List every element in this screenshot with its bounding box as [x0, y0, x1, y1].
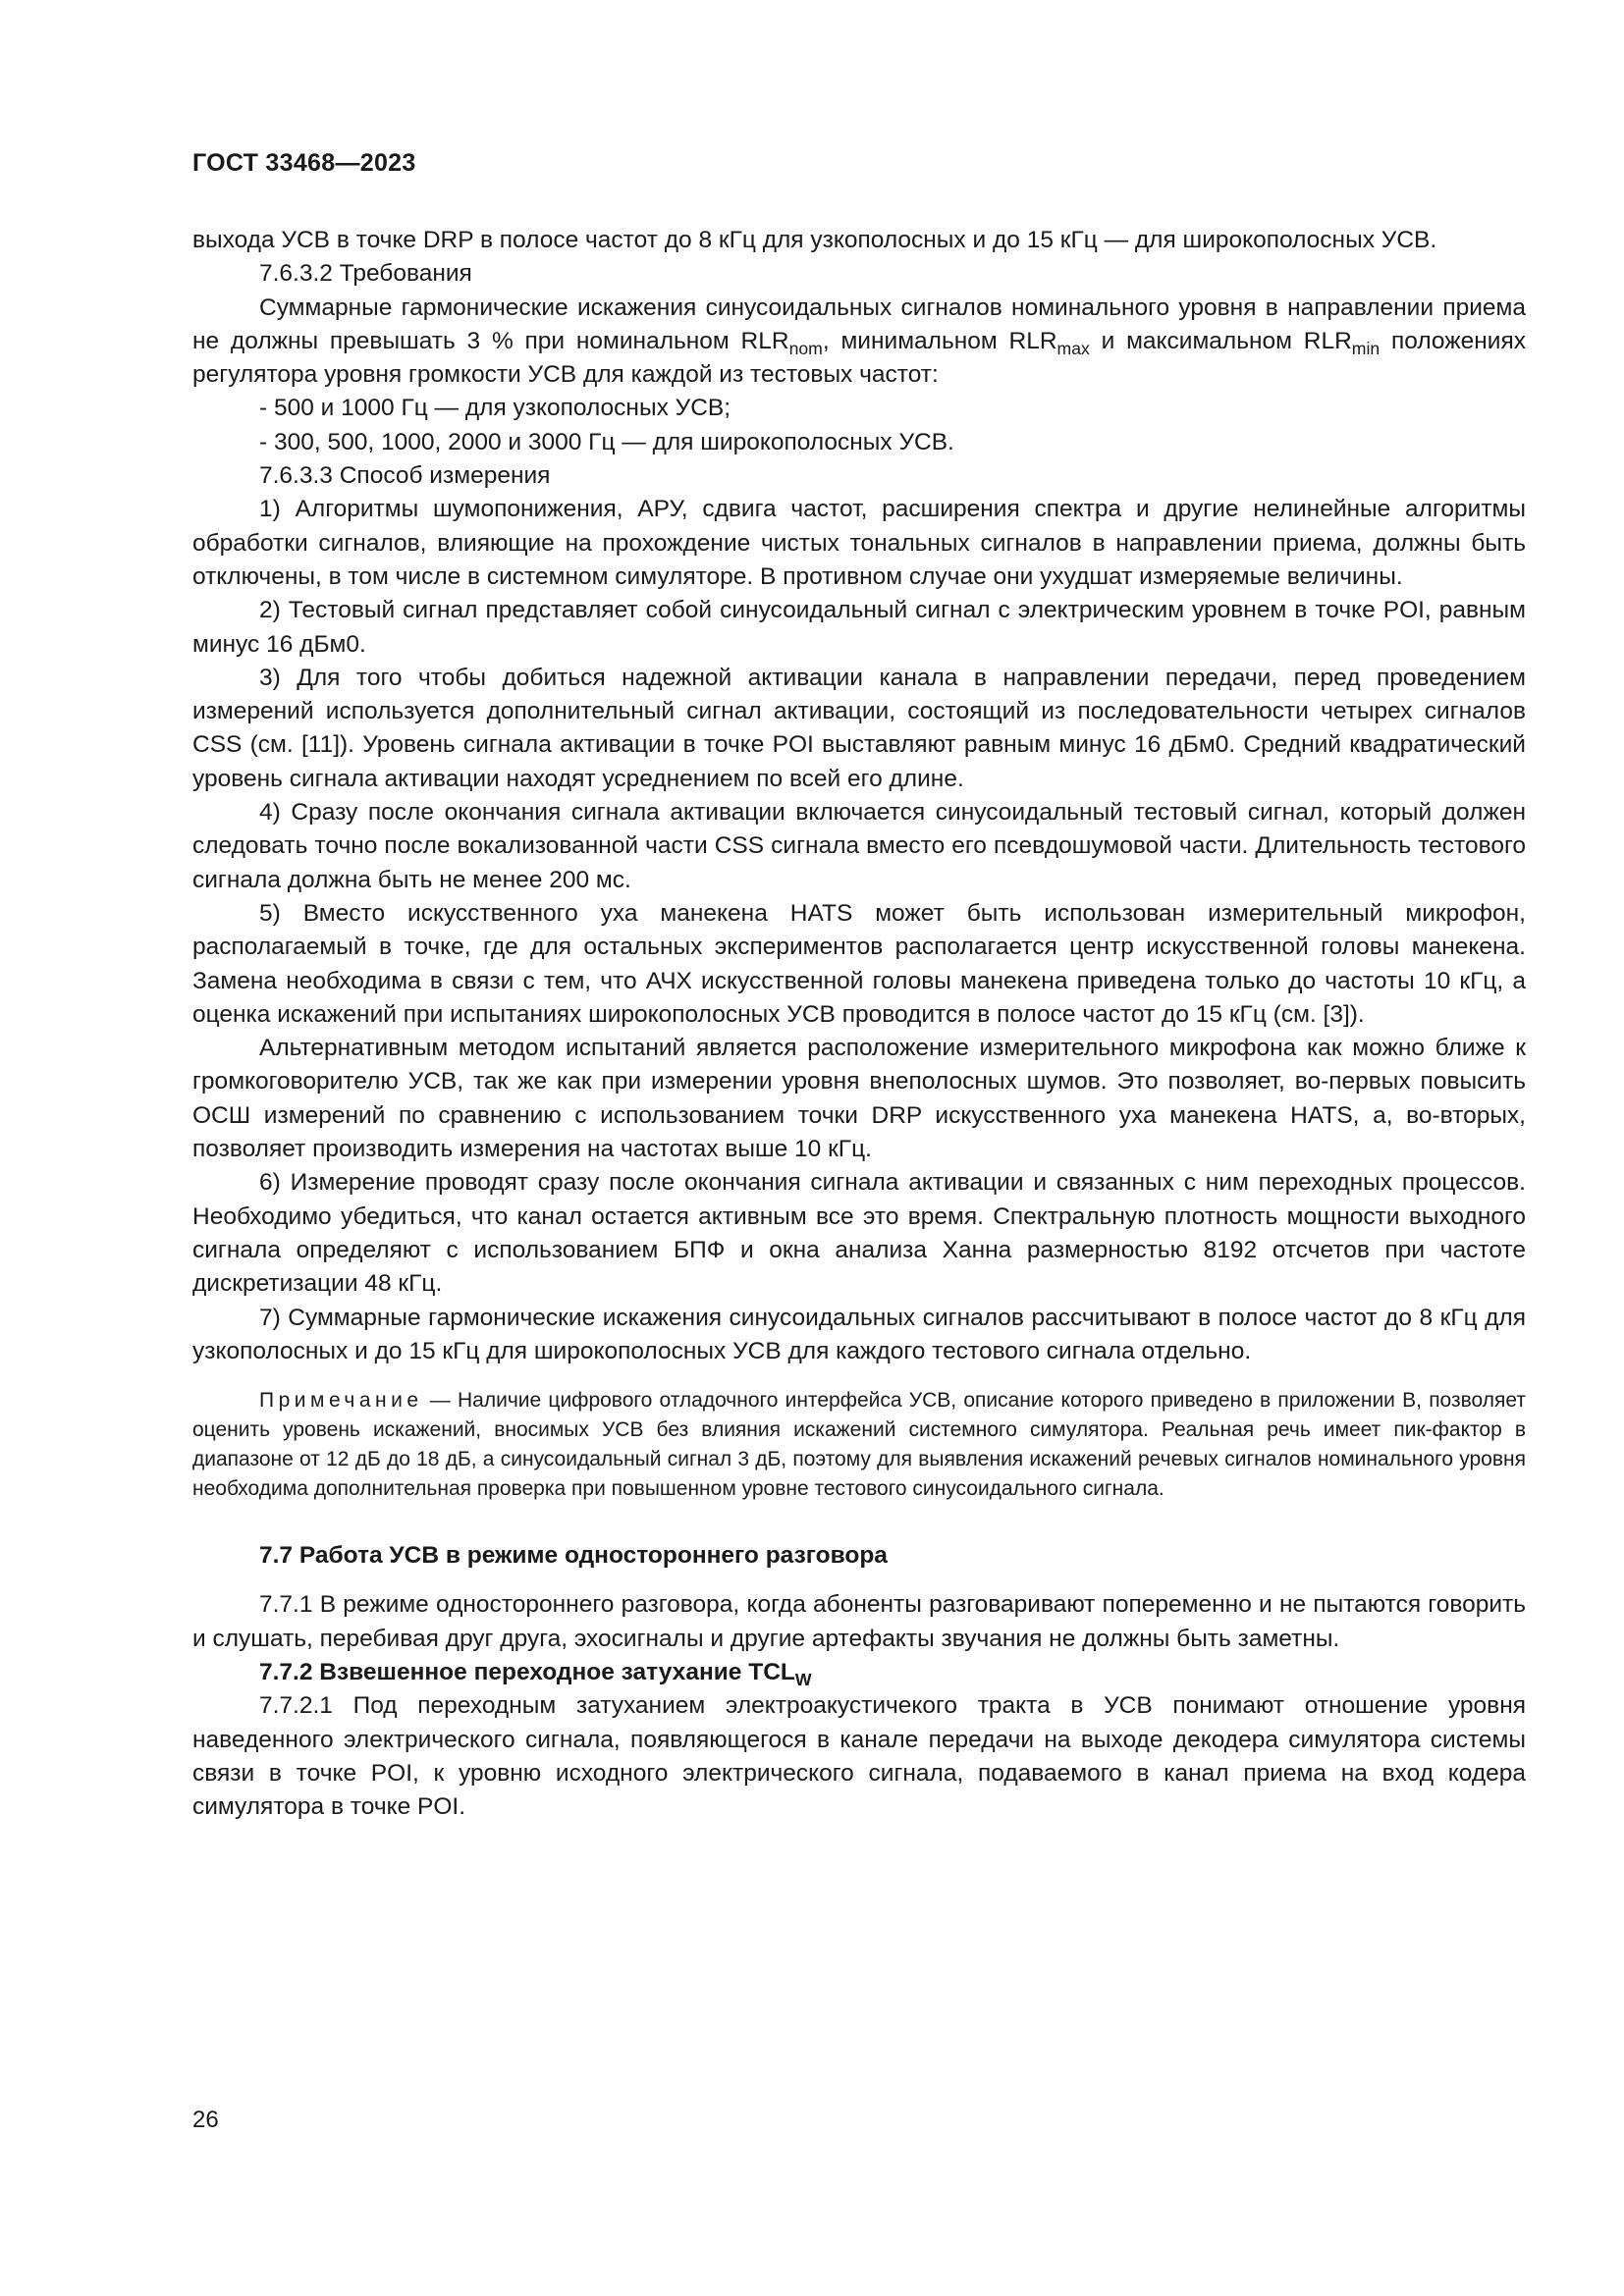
- subscript-min: min: [1351, 339, 1380, 359]
- step-paragraph-4: 4) Сразу после окончания сигнала активации включается синусоидальный тестовый сигнал, который должен следовать точно после вокализованной части CSS сигнала вместо его псевдошумовой части. Длительность тестового сигнала должна быть не менее 200 мс.: [192, 799, 1526, 893]
- subscript-max: max: [1056, 339, 1090, 359]
- clause-paragraph-7-7-1: 7.7.1 В режиме одностороннего разговора, когда абоненты разговаривают попеременно и не пытаются говорить и слушать, перебивая друг друга, эхосигналы и другие артефакты звучания не должны быть заметны.: [192, 1591, 1526, 1652]
- step-paragraph-2: 2) Тестовый сигнал представляет собой синусоидальный сигнал с электрическим уровнем в точке POI, равным минус 16 дБм0.: [192, 597, 1526, 658]
- subscript-nom: nom: [788, 339, 823, 359]
- requirements-text-a: Суммарные гармонические искажения синусоидальных сигналов номинального уровня в направлении приема не должны превышать 3 % при номинальном RLR: [192, 294, 1526, 354]
- clause-heading-7-7-2: [192, 1656, 1526, 1689]
- step-paragraph-5: 5) Вместо искусственного уха манекена HATS может быть использован измерительный микрофон, располагаемый в точке, где для остальных экспериментов располагается центр искусственной головы манекена. Замена необходима в связи с тем, что АЧХ искусственной головы манекена приведена только до частоты 10 кГц, а оценка искажений при испытаниях широкополосных УСВ проводится в полосе частот до 15 кГц (см. [3]).: [192, 899, 1526, 1028]
- subscript-w: W: [794, 1670, 812, 1690]
- clause-paragraph-7-7-2-1: 7.7.2.1 Под переходным затуханием электроакустичекого тракта в УСВ понимают отношение уровня наведенного электрического сигнала, появляющегося в канале передачи на выходе декодера симулятора системы связи в точке POI, к уровню исходного электрического сигнала, подаваемого в канал приема на вход кодера симулятора в точке POI.: [192, 1692, 1526, 1821]
- requirements-text-b: , минимальном RLR: [822, 327, 1057, 354]
- document-header: ГОСТ 33468—2023: [192, 149, 416, 177]
- step-paragraph-7: 7) Суммарные гармонические искажения синусоидальных сигналов рассчитывают в полосе частот до 8 кГц для узкополосных и до 15 кГц для широкополосных УСВ для каждого тестового сигнала отдельно.: [192, 1304, 1526, 1364]
- page-number: 26: [192, 2107, 219, 2133]
- clause-heading-7-7-2-text: 7.7.2 Взвешенное переходное затухание TCL: [259, 1658, 795, 1685]
- section-heading-7-7: 7.7 Работа УСВ в режиме одностороннего разговора: [259, 1542, 888, 1570]
- continued-paragraph: выхода УСВ в точке DRP в полосе частот до 8 кГц для узкополосных и до 15 кГц — для широкополосных УСВ.: [192, 227, 1437, 253]
- clause-heading-7-6-3-2: 7.6.3.2 Требования: [259, 260, 472, 288]
- note-label: Примечание: [259, 1389, 423, 1413]
- requirements-text-d: положениях регулятора уровня громкости УСВ для каждой из тестовых частот:: [192, 327, 1526, 389]
- clause-heading-7-6-3-3: 7.6.3.3 Способ измерения: [259, 462, 551, 490]
- note-paragraph: [192, 1386, 1526, 1504]
- list-item: - 300, 500, 1000, 2000 и 3000 Гц — для широкополосных УСВ.: [259, 428, 954, 455]
- note-text: Наличие цифрового отладочного интерфейса УСВ, описание которого приведено в приложении В, позволяет оценить уровень искажений, вносимых УСВ без влияния искажений системного симулятора. Реальная речь имеет пик-фактор в диапазоне от 12 дБ до 18 дБ, а синусоидальный сигнал 3 дБ, поэтому для выявления искажений речевых сигналов номинального уровня необходима дополнительная проверка при повышенном уровне тестового синусоидального сигнала.: [192, 1389, 1526, 1501]
- list-item: - 500 и 1000 Гц — для узкополосных УСВ;: [259, 395, 731, 422]
- note-dash: —: [422, 1389, 459, 1413]
- alternative-method-paragraph: Альтернативным методом испытаний является расположение измерительного микрофона как можно ближе к громкоговорителю УСВ, так же как при измерении уровня внеполосных шумов. Это позволяет, во-первых повысить ОСШ измерений по сравнению с использованием точки DRP искусственного уха манекена HATS, а, во-вторых, позволяет производить измерения на частотах выше 10 кГц.: [192, 1035, 1526, 1163]
- step-paragraph-1: 1) Алгоритмы шумопонижения, АРУ, сдвига частот, расширения спектра и другие нелинейные алгоритмы обработки сигналов, влияющие на прохождение чистых тональных сигналов в направлении приема, должны быть отключены, в том числе в системном симуляторе. В противном случае они ухудшат измеряемые величины.: [192, 496, 1526, 590]
- requirements-paragraph: [192, 292, 1526, 393]
- document-body: [192, 224, 1526, 1824]
- step-paragraph-6: 6) Измерение проводят сразу после окончания сигнала активации и связанных с ним переходных процессов. Необходимо убедиться, что канал остается активным все это время. Спектральную плотность мощности выходного сигнала определяют с использованием БПФ и окна анализа Ханна размерностью 8192 отсчетов при частоте дискретизации 48 кГц.: [192, 1169, 1526, 1298]
- step-paragraph-3: 3) Для того чтобы добиться надежной активации канала в направлении передачи, перед проведением измерений используется дополнительный сигнал активации, состоящий из последовательности четырех сигналов CSS (см. [11]). Уровень сигнала активации в точке POI выставляют равным минус 16 дБм0. Средний квадратический уровень сигнала активации находят усреднением по всей его длине.: [192, 664, 1526, 792]
- requirements-text-c: и максимальном RLR: [1089, 327, 1352, 354]
